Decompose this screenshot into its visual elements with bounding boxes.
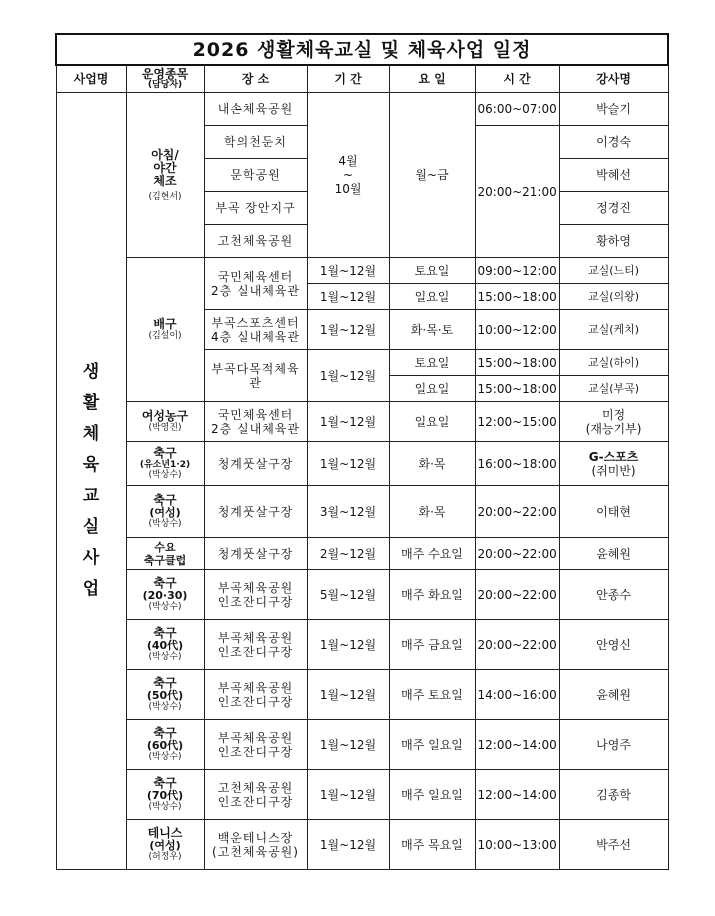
event-line: 축구클럽 [143, 553, 187, 567]
instructor-cell: 나영주 [559, 720, 668, 770]
place-cell: 부곡 장안지구 [204, 192, 307, 225]
header-period: 기 간 [307, 65, 389, 93]
event-manager: (박상수) [148, 802, 182, 812]
place-cell: 학의천둔치 [204, 126, 307, 159]
event-sub: (60代) [146, 739, 184, 752]
table-row [56, 770, 668, 820]
period-cell: 1월~12월 [307, 442, 389, 486]
event-sub: (유소년1·2) [139, 460, 191, 470]
period-cell: 1월~12월 [307, 620, 389, 670]
period-cell [307, 93, 389, 258]
period-cell: 5월~12월 [307, 570, 389, 620]
place-line: 2층 실내체육관 [210, 421, 300, 436]
period-cell: 3월~12월 [307, 486, 389, 538]
header-event-sub: (담당자) [147, 80, 183, 90]
period-cell: 1월~12월 [307, 258, 389, 284]
place-cell: 청계풋살구장 [204, 486, 307, 538]
time-cell: 15:00~18:00 [475, 284, 559, 310]
business-char: 실 [82, 517, 100, 537]
time-cell: 15:00~18:00 [475, 376, 559, 402]
business-char: 체 [82, 424, 100, 444]
period-cell: 1월~12월 [307, 670, 389, 720]
header-event [126, 65, 204, 93]
header-business: 사업명 [56, 65, 126, 93]
event-sub: (40代) [146, 639, 184, 652]
business-char: 육 [82, 455, 100, 475]
event-manager: (박영진) [148, 423, 182, 433]
event-cell [126, 820, 204, 870]
place-line: 국민체육센터 [217, 407, 294, 422]
instructor-cell: 윤혜원 [559, 538, 668, 570]
event-line: 축구 [153, 776, 177, 790]
instructor-line: (재능기부) [585, 421, 642, 436]
event-sub: (50代) [146, 689, 184, 702]
header-time: 시 간 [475, 65, 559, 93]
event-cell [126, 770, 204, 820]
event-line: 축구 [153, 676, 177, 690]
business-char: 업 [82, 579, 100, 599]
table-row [56, 486, 668, 538]
place-cell [204, 820, 307, 870]
header-event-label: 운영종목 [141, 67, 189, 81]
place-line: 부곡스포츠센터 [211, 315, 300, 330]
event-cell [126, 670, 204, 720]
period-cell: 1월~12월 [307, 820, 389, 870]
time-cell: 20:00~22:00 [475, 538, 559, 570]
period-cell: 2월~12월 [307, 538, 389, 570]
time-cell: 09:00~12:00 [475, 258, 559, 284]
period-cell: 1월~12월 [307, 284, 389, 310]
event-line: 수요 [154, 540, 176, 554]
place-line: (고천체육공원) [212, 844, 299, 859]
place-line: 부곡체육공원 [217, 630, 294, 645]
instructor-cell: 안종수 [559, 570, 668, 620]
day-cell: 매주 수요일 [389, 538, 475, 570]
place-line: 4층 실내체육관 [210, 329, 300, 344]
instructor-cell: 황하영 [559, 225, 668, 258]
instructor-cell [559, 402, 668, 442]
place-line: 인조잔디구장 [217, 594, 294, 609]
event-line: 축구 [153, 493, 177, 507]
instructor-line: G-스포츠 [588, 449, 639, 464]
day-cell: 토요일 [389, 350, 475, 376]
day-cell: 화·목·토 [389, 310, 475, 350]
event-cell [126, 402, 204, 442]
place-line: 부곡체육공원 [217, 680, 294, 695]
place-cell [204, 310, 307, 350]
day-cell: 월~금 [389, 93, 475, 258]
schedule-document [55, 33, 667, 870]
event-manager: (김설이) [148, 331, 182, 341]
header-place: 장 소 [204, 65, 307, 93]
time-cell: 10:00~13:00 [475, 820, 559, 870]
event-manager: (박상수) [148, 602, 182, 612]
period-line: 10월 [334, 182, 362, 196]
event-line: 아침/ [151, 147, 179, 162]
time-cell: 10:00~12:00 [475, 310, 559, 350]
time-cell: 15:00~18:00 [475, 350, 559, 376]
day-cell: 매주 목요일 [389, 820, 475, 870]
period-cell: 1월~12월 [307, 350, 389, 402]
place-cell [204, 570, 307, 620]
event-manager: (박상수) [148, 702, 182, 712]
place-cell [204, 620, 307, 670]
time-cell: 20:00~21:00 [475, 126, 559, 258]
place-line: 인조잔디구장 [217, 644, 294, 659]
day-cell: 토요일 [389, 258, 475, 284]
header-instructor: 강사명 [559, 65, 668, 93]
time-cell: 20:00~22:00 [475, 570, 559, 620]
event-manager: (김현서) [148, 191, 182, 202]
table-row [56, 93, 668, 126]
instructor-cell: 교실(느티) [559, 258, 668, 284]
day-cell: 화·목 [389, 486, 475, 538]
place-cell [204, 258, 307, 310]
document-title: 2026 생활체육교실 및 체육사업 일정 [56, 34, 668, 65]
day-cell: 매주 일요일 [389, 720, 475, 770]
place-cell: 문학공원 [204, 159, 307, 192]
table-row [56, 402, 668, 442]
business-char: 교 [82, 486, 100, 506]
event-sub: (여성) [149, 839, 181, 852]
business-char: 활 [82, 393, 100, 413]
day-cell: 매주 토요일 [389, 670, 475, 720]
event-line: 축구 [153, 446, 177, 460]
day-cell: 일요일 [389, 402, 475, 442]
instructor-cell: 박슬기 [559, 93, 668, 126]
instructor-cell: 박주선 [559, 820, 668, 870]
event-line: 야간 [153, 160, 177, 175]
instructor-cell: 이태현 [559, 486, 668, 538]
event-morning [126, 93, 204, 258]
place-cell: 청계풋살구장 [204, 538, 307, 570]
place-line: 백운테니스장 [217, 830, 294, 845]
place-cell [204, 402, 307, 442]
event-cell [126, 538, 204, 570]
event-cell [126, 620, 204, 670]
instructor-cell: 교실(케치) [559, 310, 668, 350]
instructor-cell: 박혜선 [559, 159, 668, 192]
place-cell: 청계풋살구장 [204, 442, 307, 486]
day-cell: 매주 일요일 [389, 770, 475, 820]
period-cell: 1월~12월 [307, 770, 389, 820]
time-cell: 16:00~18:00 [475, 442, 559, 486]
event-line: 여성농구 [141, 409, 189, 423]
event-line: 축구 [153, 726, 177, 740]
place-cell [204, 670, 307, 720]
event-manager: (박상수) [148, 652, 182, 662]
place-line: 부곡체육공원 [217, 730, 294, 745]
event-line: 축구 [153, 626, 177, 640]
event-volleyball [126, 258, 204, 402]
event-manager: (허정우) [148, 852, 182, 862]
place-line: 인조잔디구장 [217, 694, 294, 709]
header-row [56, 65, 668, 93]
day-cell: 화·목 [389, 442, 475, 486]
event-line: 체조 [153, 173, 177, 188]
instructor-cell: 교실(하이) [559, 350, 668, 376]
table-row [56, 620, 668, 670]
event-cell [126, 442, 204, 486]
time-cell: 12:00~15:00 [475, 402, 559, 442]
business-char: 생 [82, 362, 100, 382]
place-cell [204, 720, 307, 770]
table-row [56, 442, 668, 486]
instructor-line: (쥐미반) [591, 463, 636, 478]
place-cell: 내손체육공원 [204, 93, 307, 126]
time-cell: 12:00~14:00 [475, 770, 559, 820]
event-manager: (박상수) [148, 519, 182, 529]
table-row [56, 570, 668, 620]
event-line: 배구 [153, 317, 177, 331]
instructor-cell: 교실(부곡) [559, 376, 668, 402]
instructor-cell: 정경진 [559, 192, 668, 225]
table-row [56, 258, 668, 284]
instructor-cell: 안영신 [559, 620, 668, 670]
table-row [56, 538, 668, 570]
business-char: 사 [82, 548, 100, 568]
day-cell: 일요일 [389, 376, 475, 402]
instructor-cell [559, 442, 668, 486]
event-line: 축구 [153, 576, 177, 590]
period-cell: 1월~12월 [307, 720, 389, 770]
place-line: 부곡체육공원 [217, 580, 294, 595]
header-day: 요 일 [389, 65, 475, 93]
table-row [56, 720, 668, 770]
event-manager: (박상수) [148, 470, 182, 480]
business-name-cell [56, 93, 126, 870]
instructor-cell: 이경숙 [559, 126, 668, 159]
instructor-cell: 김종학 [559, 770, 668, 820]
day-cell: 매주 금요일 [389, 620, 475, 670]
event-sub: (20·30) [142, 589, 188, 602]
instructor-line: 미정 [601, 407, 626, 422]
period-line: 4월 [338, 154, 358, 168]
day-cell: 일요일 [389, 284, 475, 310]
time-cell: 06:00~07:00 [475, 93, 559, 126]
event-sub: (여성) [149, 506, 181, 519]
time-cell: 14:00~16:00 [475, 670, 559, 720]
event-sub: (70代) [146, 789, 184, 802]
time-cell: 20:00~22:00 [475, 486, 559, 538]
instructor-cell: 교실(의왕) [559, 284, 668, 310]
schedule-table [55, 33, 669, 870]
place-line: 2층 실내체육관 [210, 283, 300, 298]
event-manager: (박상수) [148, 752, 182, 762]
place-cell [204, 770, 307, 820]
event-cell [126, 570, 204, 620]
day-cell: 매주 화요일 [389, 570, 475, 620]
place-line: 인조잔디구장 [217, 794, 294, 809]
event-cell [126, 720, 204, 770]
place-line: 고천체육공원 [217, 780, 294, 795]
event-line: 테니스 [147, 826, 183, 840]
event-cell [126, 486, 204, 538]
time-cell: 20:00~22:00 [475, 620, 559, 670]
place-cell: 부곡다목적체육관 [204, 350, 307, 402]
instructor-cell: 윤혜원 [559, 670, 668, 720]
place-line: 국민체육센터 [217, 269, 294, 284]
place-cell: 고천체육공원 [204, 225, 307, 258]
period-line: ~ [342, 168, 354, 182]
time-cell: 12:00~14:00 [475, 720, 559, 770]
period-cell: 1월~12월 [307, 402, 389, 442]
table-row [56, 670, 668, 720]
table-row [56, 820, 668, 870]
period-cell: 1월~12월 [307, 310, 389, 350]
place-line: 인조잔디구장 [217, 744, 294, 759]
